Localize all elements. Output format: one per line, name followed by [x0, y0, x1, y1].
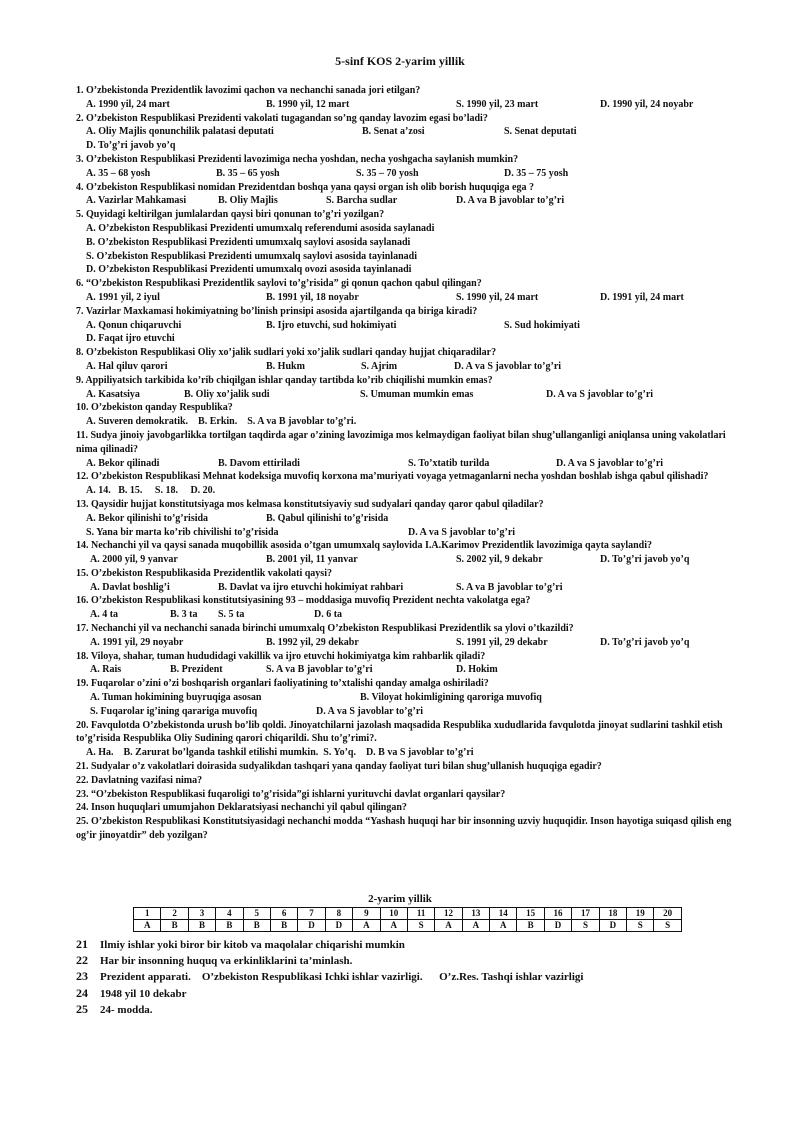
question-17: 17. Nechanchi yil va nechanchi sanada birinchi umumxalq O’zbekiston Respublikasi Prezidentlik sa ylovi o’tkazildi?: [76, 623, 574, 635]
option-d: D. To’g’ri javob yo’q: [600, 554, 690, 566]
question-18-options: [76, 663, 736, 677]
answer-key-number-cell: 19: [627, 908, 654, 920]
answer-key-number-cell: 11: [407, 908, 434, 920]
answer-key-number-cell: 14: [490, 908, 517, 920]
option-c: S. Barcha sudlar: [326, 195, 398, 207]
open-answer-text: 1948 yil 10 dekabr: [100, 987, 187, 1000]
open-answer-text: Har bir insonning huquq va erkinliklarini ta’minlash.: [100, 955, 353, 968]
option-d: D. O’zbekiston Respublikasi Prezidenti umumxalq ovozi asosida tayinlanadi: [86, 264, 412, 276]
option-c: S. A va B javoblar to’g’ri: [456, 581, 563, 593]
open-answer-row: [76, 952, 736, 968]
option-a: A. Kasatsiya: [86, 388, 140, 400]
option-a: A. Davlat boshlig’i: [90, 581, 170, 593]
answer-key-number-cell: 13: [462, 908, 489, 920]
option-c: S. Senat deputati: [504, 126, 577, 138]
option-a: A. Bekor qilinishi to’g’risida: [86, 512, 209, 524]
answer-key-number-cell: 18: [599, 908, 626, 920]
answer-key-letter-cell: B: [216, 920, 243, 932]
answer-key-letter-cell: S: [407, 920, 434, 932]
question-8: 8. O’zbekiston Respublikasi Oliy xo’jalik sudlari yoki xo’jalik sudlari qanday hujjat chiqaradilar?: [76, 347, 497, 359]
option-c: S. Sud hokimiyati: [504, 319, 580, 331]
option-c: S. 1991 yil, 29 dekabr: [456, 636, 548, 648]
option-a: A. Hal qiluv qarori: [86, 360, 168, 372]
open-answer-number: 21: [76, 937, 88, 951]
answer-key-letter-cell: D: [544, 920, 571, 932]
question-6-options: [76, 291, 736, 305]
answer-key-letter-cell: B: [188, 920, 215, 932]
answer-key-number-cell: 1: [134, 908, 161, 920]
option-b: B. Ijro etuvchi, sud hokimiyati: [266, 319, 397, 331]
open-answer-text: 24- modda.: [100, 1003, 153, 1016]
question-23: 23. “O’zbekiston Respublikasi fuqaroligi to’g’risida”gi ishlarni yurituvchi davlat organlari qaysilar?: [76, 788, 506, 800]
option-d: D. Faqat ijro etuvchi: [86, 333, 175, 345]
option-c: S. 1990 yil, 24 mart: [456, 291, 539, 303]
option-a: A. 2000 yil, 9 yanvar: [90, 554, 178, 566]
option-d: D. A va S javoblar to’g’ri: [316, 705, 424, 717]
option-d: D. To’g’ri javob yo’q: [86, 140, 176, 152]
answer-key-number-cell: 10: [380, 908, 407, 920]
answer-key-number-cell: 17: [572, 908, 599, 920]
question-18: 18. Viloya, shahar, tuman hududidagi vakillik va ijro etuvchi hokimiyatga kim rahbarlik qiladi?: [76, 650, 486, 662]
option-a: A. Tuman hokimining buyruqiga asosan: [90, 692, 262, 704]
question-4-options: [76, 194, 736, 208]
option-d: D. 1990 yil, 24 noyabr: [600, 98, 694, 110]
option-c: S. O’zbekiston Respublikasi Prezidenti umumxalq saylovi asosida tayinlanadi: [86, 250, 417, 262]
answer-key-number-cell: 3: [188, 908, 215, 920]
question-13: 13. Qaysidir hujjat konstitutsiyaga mos kelmasa konstitutsiyaviy sud sudyalari qanday qaror qabul qiladilar?: [76, 498, 544, 510]
answer-key-numbers-row: [134, 908, 682, 920]
answer-key-number-cell: 15: [517, 908, 544, 920]
question-11-options: [76, 457, 736, 471]
option-a: A. Oliy Majlis qonunchilik palatasi deputati: [86, 126, 274, 138]
answer-key-number-cell: 9: [353, 908, 380, 920]
question-19-options-2: [76, 705, 736, 719]
page-title: 5-sinf KOS 2-yarim yillik: [335, 54, 465, 68]
question-6: 6. “O’zbekiston Respublikasi Prezidentlik saylovi to’g’risida” gi qonun qachon qabul qilingan?: [76, 278, 482, 290]
question-9-options: [76, 388, 736, 402]
answer-key-number-cell: 4: [216, 908, 243, 920]
question-19-options: [76, 691, 736, 705]
option-d: D. A va S javoblar to’g’ri: [408, 526, 516, 538]
question-10: 10. O’zbekiston qanday Respublika?: [76, 402, 233, 414]
answer-key-letter-cell: A: [462, 920, 489, 932]
question-12-options: A. 14. B. 15. S. 18. D. 20.: [86, 485, 216, 497]
answer-key-letter-cell: B: [517, 920, 544, 932]
open-answer-text: Ilmiy ishlar yoki biror bir kitob va maqolalar chiqarishi mumkin: [100, 939, 405, 951]
answer-key-letter-cell: B: [161, 920, 188, 932]
option-b: B. Qabul qilinishi to’g’risida: [266, 512, 389, 524]
option-b: B. 2001 yil, 11 yanvar: [266, 554, 358, 566]
option-b: B. Senat a’zosi: [362, 126, 425, 138]
open-answer-row: [76, 968, 736, 984]
question-24: 24. Inson huquqlari umumjahon Deklaratsiyasi nechanchi yil qabul qilingan?: [76, 802, 407, 814]
option-b: B. Davom ettiriladi: [218, 457, 300, 469]
option-b: B. 1992 yil, 29 dekabr: [266, 636, 359, 648]
option-a: A. 1991 yil, 2 iyul: [86, 291, 160, 303]
answer-key-letter-cell: S: [654, 920, 681, 932]
option-b: B. Prezident: [170, 664, 223, 676]
option-d: D. To’g’ri javob yo’q: [600, 636, 690, 648]
question-12: 12. O’zbekiston Respublikasi Mehnat kodeksiga muvofiq korxona ma’muriyati voyaga yetmaganlarni necha yoshdan boshlab ishga qabul qilishadi?: [76, 471, 709, 483]
question-21: 21. Sudyalar o’z vakolatlari doirasida sudyalikdan tashqari yana qanday faoliyat turi bilan shug’ullanish huquqiga egadir?: [76, 761, 602, 773]
question-11: 11. Sudya jinoiy javobgarlikka tortilgan taqdirda agar o’zining lavozimiga mos kelmaydigan faoliyat bilan shug’ullanganligi aniqlansa uning vakolatlari nima qilinadi?: [76, 429, 726, 455]
option-c: S. 1990 yil, 23 mart: [456, 98, 539, 110]
question-16-options: [76, 608, 736, 622]
question-22: 22. Davlatning vazifasi nima?: [76, 774, 203, 786]
option-c: S. To’xtatib turilda: [408, 457, 490, 469]
question-13-options: [76, 512, 736, 526]
question-list: [76, 84, 736, 843]
option-b: B. 1991 yil, 18 noyabr: [266, 291, 359, 303]
option-a: A. 35 – 68 yosh: [86, 167, 151, 179]
option-d: D. A va S javoblar to’g’ri: [556, 457, 664, 469]
option-c: S. 35 – 70 yosh: [356, 167, 419, 179]
option-a: A. 1991 yil, 29 noyabr: [90, 636, 184, 648]
answer-key-letters-row: [134, 920, 682, 932]
answer-key-number-cell: 6: [270, 908, 297, 920]
question-1-options: [76, 98, 736, 112]
answer-key-letter-cell: A: [353, 920, 380, 932]
question-13-options-2: [76, 526, 736, 540]
option-a: A. Qonun chiqaruvchi: [86, 319, 182, 331]
option-a: A. Bekor qilinadi: [86, 457, 160, 469]
answer-key-table: [133, 907, 682, 932]
option-a: A. 4 ta: [90, 609, 119, 621]
answer-key-number-cell: 20: [654, 908, 681, 920]
question-1: 1. O’zbekistonda Prezidentlik lavozimi qachon va nechanchi sanada jori etilgan?: [76, 85, 421, 96]
option-c: S. Umuman mumkin emas: [360, 388, 474, 400]
open-answer-row: [76, 1001, 736, 1017]
answer-key-letter-cell: A: [490, 920, 517, 932]
answer-key-number-cell: 7: [298, 908, 325, 920]
answer-key-letter-cell: S: [627, 920, 654, 932]
option-d: D. 35 – 75 yosh: [504, 167, 569, 179]
open-answer-text: Prezident apparati. O’zbekiston Respublikasi Ichki ishlar vazirligi. O’z.Res. Tashqi ishlar vazirligi: [100, 971, 584, 984]
question-4: 4. O’zbekiston Respublikasi nomidan Prezidentdan boshqa yana qaysi organ ish olib borish huquqiga ega ?: [76, 181, 534, 193]
option-b: B. Oliy xo’jalik sudi: [184, 388, 270, 400]
answer-key-letter-cell: A: [435, 920, 462, 932]
option-c: S. Ajrim: [361, 360, 398, 372]
answer-key-title: 2-yarim yillik: [368, 893, 432, 905]
question-14-options: [76, 553, 736, 567]
answer-key-letter-cell: D: [298, 920, 325, 932]
option-b: B. Davlat va ijro etuvchi hokimiyat rahbari: [218, 581, 404, 593]
option-a: A. O’zbekiston Respublikasi Prezidenti umumxalq referendumi asosida saylanadi: [86, 222, 435, 234]
option-c: S. Yana bir marta ko’rib chivilishi to’g’risida: [86, 526, 279, 538]
option-c: S. Fuqarolar ig’ining qarariga muvofiq: [90, 705, 258, 717]
answer-key-letter-cell: B: [243, 920, 270, 932]
answer-key-letter-cell: S: [572, 920, 599, 932]
answer-key-number-cell: 2: [161, 908, 188, 920]
option-d: D. A va S javoblar to’g’ri: [546, 388, 654, 400]
open-answer-number: 25: [76, 1001, 88, 1016]
question-2-options: [76, 125, 736, 139]
option-b: B. Viloyat hokimligining qaroriga muvofiq: [360, 692, 542, 704]
option-b: B. 1990 yil, 12 mart: [266, 98, 350, 110]
option-d: D. 6 ta: [314, 609, 343, 621]
answer-key-number-cell: 12: [435, 908, 462, 920]
question-8-options: [76, 360, 736, 374]
question-14: 14. Nechanchi yil va qaysi sanada muqobillik asosida o’tgan umumxalq saylovida I.A.Karimov Prezidentlik lavozimiga qayta saylandi?: [76, 540, 653, 552]
option-d: D. A va B javoblar to’g’ri: [456, 195, 565, 207]
answer-key-number-cell: 5: [243, 908, 270, 920]
answer-key-letter-cell: D: [325, 920, 352, 932]
answer-key-letter-cell: D: [599, 920, 626, 932]
open-answer-number: 22: [76, 953, 88, 968]
option-a: A. Vazirlar Mahkamasi: [86, 195, 187, 207]
question-7-options: [76, 319, 736, 333]
open-answer-row: [76, 936, 736, 952]
question-9: 9. Appiliyatsich tarkibida ko’rib chiqilgan ishlar qanday tartibda ko’rib chiqilishi mumkin emas?: [76, 374, 493, 386]
question-15: 15. O’zbekiston Respublikasida Prezidentlik vakolati qaysi?: [76, 567, 332, 579]
answer-key-number-cell: 8: [325, 908, 352, 920]
question-3: 3. O’zbekiston Respublikasi Prezidenti lavozimiga necha yoshdan, necha yoshgacha saylanish mumkin?: [76, 153, 519, 165]
option-a: A. 1990 yil, 24 mart: [86, 98, 170, 110]
question-7: 7. Vazirlar Maxkamasi hokimiyatning bo’linish prinsipi asosida ajartilganda qa biriga kiradi?: [76, 305, 478, 317]
option-c: S. 5 ta: [218, 609, 245, 621]
question-16: 16. O’zbekiston Respublikasi konstitutsiyasining 93 – moddasiga muvofiq Prezident nechta vakolatga ega?: [76, 595, 531, 607]
option-a: A. Rais: [90, 664, 122, 676]
question-17-options: [76, 636, 736, 650]
option-d: D. Hokim: [456, 664, 498, 676]
question-20: 20. Favqulotda O’zbekistonda urush bo’lib qoldi. Jinoyatchilarni jazolash maqsadida Respublika xududlarida favqulotda jinoyat sudlarini tashkil etish to’g’risida Respublika Oliy Sudining qarori chiqarildi. Shu to’g’rimi?.: [76, 719, 723, 745]
question-25: 25. O’zbekiston Respublikasi Konstitutsiyasidagi nechanchi modda “Yashash huquqi har bir insonning uzviy huquqidir. Inson hayotiga suiqasd qilish eng og’ir jinoyatdir” deb yozilgan?: [76, 816, 732, 842]
open-answer-row: [76, 985, 736, 1001]
option-b: B. Oliy Majlis: [218, 195, 278, 207]
answer-key-letter-cell: B: [270, 920, 297, 932]
answer-key-letter-cell: A: [380, 920, 407, 932]
option-b: B. 3 ta: [170, 609, 198, 621]
question-15-options: [76, 581, 736, 595]
question-10-options: A. Suveren demokratik. B. Erkin. S. A va B javoblar to’g’ri.: [86, 416, 357, 428]
open-answers-list: [76, 936, 736, 1017]
open-answer-number: 24: [76, 985, 88, 1000]
open-answer-number: 23: [76, 969, 88, 984]
option-b: B. 35 – 65 yosh: [216, 167, 280, 179]
option-c: S. 2002 yil, 9 dekabr: [456, 554, 543, 566]
question-3-options: [76, 167, 736, 181]
answer-key-letter-cell: A: [134, 920, 161, 932]
option-b: B. Hukm: [266, 360, 305, 372]
question-19: 19. Fuqarolar o’zini o’zi boshqarish organlari faoliyatining to’xtalishi qanday amalga oshiriladi?: [76, 678, 489, 690]
question-5: 5. Quyidagi keltirilgan jumlalardan qaysi biri qonunan to’g’ri yozilgan?: [76, 209, 385, 221]
question-2: 2. O’zbekiston Respublikasi Prezidenti vakolati tugagandan so’ng qanday lavozim egasi bo’ladi?: [76, 112, 488, 124]
option-d: D. 1991 yil, 24 mart: [600, 291, 684, 303]
answer-key-number-cell: 16: [544, 908, 571, 920]
question-20-options: A. Ha. B. Zarurat bo’lganda tashkil etilishi mumkin. S. Yo’q. D. B va S javoblar to’g’ri: [86, 747, 474, 759]
option-d: D. A va S javoblar to’g’ri: [454, 360, 562, 372]
option-b: B. O’zbekiston Respublikasi Prezidenti umumxalq saylovi asosida saylanadi: [86, 236, 411, 248]
option-c: S. A va B javoblar to’g’ri: [266, 664, 373, 676]
